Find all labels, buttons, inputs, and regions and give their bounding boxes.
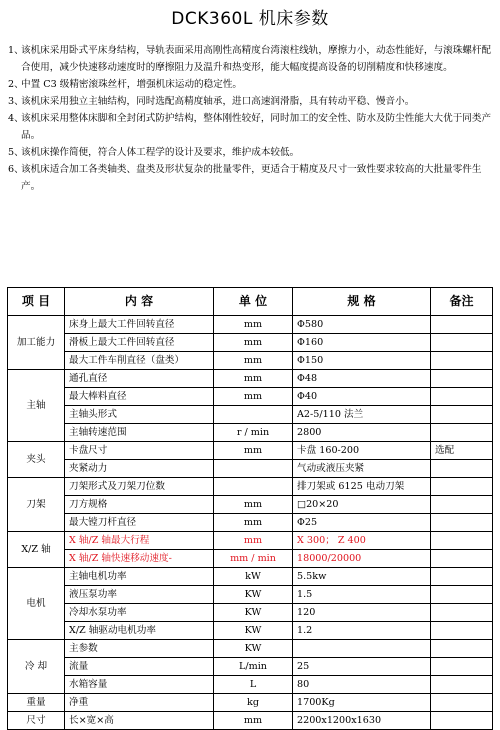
content-cell: 最大工件车削直径（盘类） [65,352,214,370]
table-row [8,604,493,622]
content-cell: 最大镗刀杆直径 [65,514,214,532]
feature-text: 中置 C3 级精密滚珠丝杆，增强机床运动的稳定性。 [21,79,243,90]
unit-cell: mm [214,334,293,352]
content-cell: 床身上最大工件回转直径 [65,316,214,334]
unit-cell: KW [214,622,293,640]
table-row [8,370,493,388]
content-cell: X/Z 轴驱动电机功率 [65,622,214,640]
table-row [8,550,493,568]
unit-cell: mm [214,388,293,406]
note-cell [431,406,493,424]
table-row [8,514,493,532]
note-cell [431,694,493,712]
note-cell [431,424,493,442]
content-cell: 冷却水泵功率 [65,604,214,622]
unit-cell: L [214,676,293,694]
spec-cell: 2200x1200x1630 [293,712,431,730]
unit-cell: mm [214,532,293,550]
feature-number: 1、 [8,45,24,56]
group-label: X/Z 轴 [8,532,65,568]
spec-cell: 卡盘 160-200 [293,442,431,460]
spec-cell: 80 [293,676,431,694]
note-cell [431,352,493,370]
content-cell: 长×宽×高 [65,712,214,730]
table-row [8,712,493,730]
table-row [8,694,493,712]
feature-text: 该机床适合加工各类轴类、盘类及形状复杂的批量零件，更适合于精度及尺寸一致性要求较高的大批量零件生产。 [21,164,482,192]
unit-cell: mm [214,370,293,388]
note-cell [431,676,493,694]
content-cell: 净重 [65,694,214,712]
spec-cell: 2800 [293,424,431,442]
table-header-row [8,288,493,316]
note-cell [431,370,493,388]
content-cell: 通孔直径 [65,370,214,388]
group-label: 加工能力 [8,316,65,370]
unit-cell: KW [214,604,293,622]
content-cell: 主轴转速范围 [65,424,214,442]
group-label: 重量 [8,694,65,712]
table-row [8,676,493,694]
spec-table-body [8,316,493,730]
note-cell [431,622,493,640]
unit-cell: KW [214,586,293,604]
spec-cell: □20×20 [293,496,431,514]
table-row [8,478,493,496]
unit-cell [214,478,293,496]
note-cell [431,640,493,658]
page-title: DCK360L 机床参数 [171,9,329,29]
unit-cell: mm [214,514,293,532]
content-cell: 刀方规格 [65,496,214,514]
table-row [8,334,493,352]
table-row [8,496,493,514]
feature-item [8,76,494,93]
spec-cell: 120 [293,604,431,622]
header-spec: 规 格 [293,288,431,316]
note-cell [431,496,493,514]
header-unit: 单 位 [214,288,293,316]
feature-text: 该机床采用整体床脚和全封闭式防护结构，整体刚性较好，同时加工的安全性、防水及防尘性能大大优于同类产品。 [21,113,492,141]
group-label: 尺寸 [8,712,65,730]
group-label: 主轴 [8,370,65,442]
table-row [8,316,493,334]
feature-number: 5、 [8,147,24,158]
unit-cell: L/min [214,658,293,676]
table-row [8,460,493,478]
spec-cell: Φ150 [293,352,431,370]
content-cell: X 轴/Z 轴最大行程 [65,532,214,550]
unit-cell [214,460,293,478]
unit-cell: kW [214,568,293,586]
spec-table [7,287,493,730]
feature-item [8,42,494,76]
unit-cell: mm / min [214,550,293,568]
unit-cell: mm [214,442,293,460]
content-cell: 夹紧动力 [65,460,214,478]
note-cell [431,568,493,586]
table-row [8,640,493,658]
spec-cell: 1.2 [293,622,431,640]
group-label: 刀架 [8,478,65,532]
spec-cell: A2-5/110 法兰 [293,406,431,424]
note-cell [431,532,493,550]
content-cell: 卡盘尺寸 [65,442,214,460]
unit-cell: mm [214,352,293,370]
table-row [8,352,493,370]
feature-text: 该机床操作简便，符合人体工程学的设计及要求，维护成本较低。 [21,147,300,158]
table-row [8,388,493,406]
feature-number: 6、 [8,164,24,175]
content-cell: 主轴头形式 [65,406,214,424]
feature-number: 3、 [8,96,24,107]
spec-cell: Φ40 [293,388,431,406]
note-cell [431,334,493,352]
spec-cell: 1700Kg [293,694,431,712]
spec-cell: Φ25 [293,514,431,532]
unit-cell: mm [214,712,293,730]
header-content: 内 容 [65,288,214,316]
unit-cell: kg [214,694,293,712]
spec-cell: Φ580 [293,316,431,334]
note-cell: 选配 [431,442,493,460]
spec-cell: Φ48 [293,370,431,388]
content-cell: 液压泵功率 [65,586,214,604]
group-label: 夹头 [8,442,65,478]
content-cell: X 轴/Z 轴快速移动速度- [65,550,214,568]
note-cell [431,478,493,496]
unit-cell: mm [214,496,293,514]
feature-item [8,161,494,195]
content-cell: 刀架形式及刀架刀位数 [65,478,214,496]
table-row [8,658,493,676]
group-label: 电机 [8,568,65,640]
note-cell [431,550,493,568]
header-item: 项 目 [8,288,65,316]
note-cell [431,388,493,406]
note-cell [431,316,493,334]
feature-number: 2、 [8,79,24,90]
feature-item [8,144,494,161]
feature-item [8,93,494,110]
unit-cell [214,406,293,424]
content-cell: 滑板上最大工件回转直径 [65,334,214,352]
feature-text: 该机床采用卧式平床身结构，导轨表面采用高刚性高精度台湾滚柱线轨，摩擦力小，动态性能好，与滚珠螺杆配合使用，减少快速移动速度时的摩擦阻力及温升和热变形，能大幅度提高设备的切削精度和快移速度。 [21,45,492,73]
table-row [8,586,493,604]
spec-cell: 18000/20000 [293,550,431,568]
note-cell [431,586,493,604]
table-row [8,442,493,460]
note-cell [431,658,493,676]
feature-number: 4、 [8,113,24,124]
content-cell: 流量 [65,658,214,676]
table-row [8,568,493,586]
table-row [8,406,493,424]
unit-cell: r / min [214,424,293,442]
note-cell [431,604,493,622]
group-label: 冷 却 [8,640,65,694]
spec-cell: 5.5kw [293,568,431,586]
note-cell [431,514,493,532]
feature-text: 该机床采用独立主轴结构，同时选配高精度轴承，进口高速润滑脂，具有转动平稳、慢音小。 [21,96,415,107]
header-note: 备注 [431,288,493,316]
feature-item [8,110,494,144]
spec-cell: 25 [293,658,431,676]
feature-list [8,42,494,195]
note-cell [431,460,493,478]
spec-cell: X 300； Z 400 [293,532,431,550]
content-cell: 最大棒料直径 [65,388,214,406]
table-row [8,622,493,640]
content-cell: 水箱容量 [65,676,214,694]
spec-cell: 气动或液压夹紧 [293,460,431,478]
table-row [8,424,493,442]
note-cell [431,712,493,730]
spec-cell: 排刀架或 6125 电动刀架 [293,478,431,496]
spec-cell: 1.5 [293,586,431,604]
spec-cell [293,640,431,658]
unit-cell: mm [214,316,293,334]
content-cell: 主轴电机功率 [65,568,214,586]
spec-cell: Φ160 [293,334,431,352]
table-row [8,532,493,550]
unit-cell: KW [214,640,293,658]
content-cell: 主参数 [65,640,214,658]
